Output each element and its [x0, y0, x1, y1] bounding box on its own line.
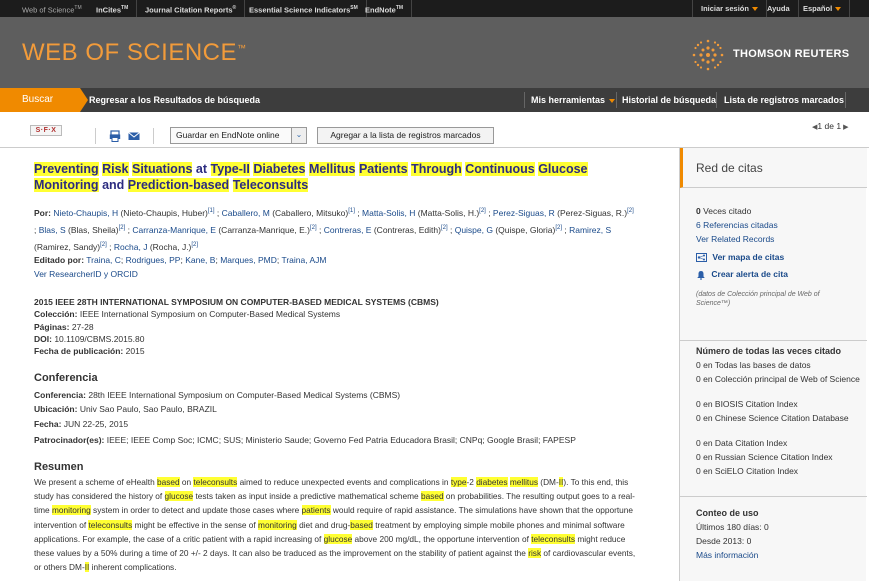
title-word: Risk — [102, 162, 129, 176]
abstract-segment: on — [179, 477, 194, 487]
jcr-label: Journal Citation Reports — [145, 5, 233, 15]
title-word: Monitoring — [34, 178, 99, 192]
related-records-text[interactable]: Ver Related Records — [696, 234, 775, 244]
toolbar-divider — [95, 128, 96, 144]
affiliation-ref-link[interactable]: [2] — [118, 224, 126, 231]
author-list: Por: Nieto-Chaupis, H (Nieto-Chaupis, Huber)[1] ; Caballero, M (Caballero, Mitsuko)[1] ; Matta-Solis, H (Matta-Solis, H.)[2] ; Perez-Siguas, R (Perez-Siguas, R.)[2] ; Blas, S (Blas, Sheila)[2] ; Carranza-Manrique, E (Carranza-Manrique, E.)[2] ; Contreras, E (Contreras, Edith)[2] ; Quispe, G (Quispe, Gloria)[2] ; Ramirez, S (Ramirez, Sandy)[2] ; Rocha, J (Rocha, J.)[2] — [34, 207, 634, 252]
editor-link[interactable]: Marques, PMD — [220, 255, 277, 265]
author-link[interactable]: Rocha, J — [113, 241, 148, 252]
help-link[interactable] — [759, 0, 799, 17]
more-info-link[interactable] — [696, 550, 861, 561]
product-link-wos[interactable] — [14, 0, 90, 17]
title-word: Mellitus — [308, 162, 356, 176]
citation-map-link[interactable] — [696, 252, 861, 263]
citation-network-sidebar — [679, 148, 866, 581]
highlighted-term: glucose — [164, 491, 194, 502]
affiliation-ref-link[interactable]: [2] — [627, 208, 634, 214]
abstract-segment: tests taken as input inside a predictive mathematical scheme — [193, 491, 421, 502]
highlighted-term: based — [350, 519, 373, 530]
author-fullname: (Blas, Sheila) — [65, 224, 119, 235]
save-to-endnote-select[interactable] — [170, 127, 307, 144]
affiliation-ref-link[interactable]: [2] — [191, 241, 199, 248]
pages-line — [34, 322, 94, 332]
record-title — [34, 161, 634, 193]
abstract-heading: Resumen — [34, 461, 84, 473]
highlighted-term: teleconsults — [193, 477, 238, 487]
author-fullname: (Rocha, J.) — [147, 241, 192, 252]
cited-references-link[interactable] — [696, 220, 861, 231]
all-times-cited-title: Número de todas las veces citado — [696, 346, 842, 356]
endnote-label: EndNote — [365, 5, 396, 15]
signin-menu[interactable] — [692, 0, 767, 17]
editor-link[interactable]: Traina, C — [86, 255, 121, 265]
wos-tm: TM — [74, 5, 82, 11]
highlighted-term: patients — [301, 505, 331, 516]
doi-value: 10.1109/CBMS.2015.80 — [54, 334, 145, 344]
highlighted-term: teleconsults — [531, 533, 576, 544]
wos-label: Web of Science — [22, 5, 75, 15]
citation-network-title: Red de citas — [696, 161, 763, 175]
abstract-segment: would require of rapid assistance. The simulations have shown that the opportune intervention of — [34, 505, 633, 530]
abstract-segment: We present a scheme of eHealth — [34, 477, 157, 487]
times-cited-label: Veces citado — [703, 206, 752, 216]
top-bar — [0, 0, 869, 17]
abstract-segment: might reduce these values by a 50% during a time of 20 +/- 2 days. It can also be traduced as the improvement on the stability of patient against the — [34, 533, 626, 559]
abstract-segment: on probabilities. The resulting output goes to a real-time — [34, 491, 635, 516]
highlighted-term: diabetes — [476, 477, 508, 487]
highlighted-term: monitoring — [51, 505, 91, 516]
editors-line — [34, 255, 327, 265]
doi-line — [34, 334, 144, 344]
email-icon[interactable] — [128, 130, 140, 142]
pagination — [812, 121, 848, 131]
pager-current: 1 — [817, 121, 823, 131]
product-link-endnote[interactable] — [357, 0, 412, 17]
date-line — [34, 419, 128, 429]
title-word: Teleconsults — [232, 178, 309, 192]
author-link[interactable]: Contreras, E — [323, 224, 372, 235]
chevron-down-icon — [752, 7, 758, 11]
citation-map-text[interactable]: Ver mapa de citas — [712, 252, 785, 262]
times-cited-count: 0 — [696, 206, 701, 216]
highlighted-term: teleconsults — [88, 519, 133, 530]
affiliation-ref-link[interactable]: [2] — [555, 224, 563, 231]
conference-label: Conferencia: — [34, 390, 86, 400]
abstract-text — [34, 475, 642, 574]
title-word: Diabetes — [253, 162, 306, 176]
esi-sm: SM — [350, 5, 358, 11]
cited-references-text[interactable]: 6 Referencias citadas — [696, 220, 778, 230]
all-times-cited-block — [680, 341, 867, 497]
sponsor-value: IEEE; IEEE Comp Soc; ICMC; SUS; Ministerio Saude; Governo Fed Patria Educadora Brasil; CNPq; Google Brasil; FAPESP — [106, 435, 576, 445]
product-link-esi[interactable] — [241, 0, 367, 17]
highlighted-term: mellitus — [509, 477, 538, 487]
title-word: Type-II — [210, 162, 250, 176]
logo-tm: ™ — [237, 43, 247, 53]
chevron-down-icon — [609, 99, 615, 103]
location-label: Ubicación: — [34, 404, 78, 414]
authors-label: Por: — [34, 207, 51, 218]
affiliation-ref-link[interactable]: [2] — [100, 241, 107, 248]
title-word: at — [195, 162, 208, 176]
times-cited-line — [696, 206, 861, 217]
thomson-reuters-logo-icon — [690, 37, 726, 73]
conference-heading: Conferencia — [34, 372, 98, 384]
abstract-segment: system in order to detect and update those cases where — [90, 505, 302, 516]
author-fullname: (Matta-Solis, H.) — [415, 207, 480, 218]
abstract-segment: aimed to reduce unexpected events and complications in — [237, 477, 451, 487]
count-rsci: 0 en Russian Science Citation Index — [696, 452, 833, 462]
my-tools-label: Mis herramientas — [531, 95, 606, 105]
toolbar-divider — [153, 128, 154, 144]
pages-label: Páginas: — [34, 322, 70, 332]
title-word: Situations — [131, 162, 193, 176]
pubdate-label: Fecha de publicación: — [34, 346, 124, 356]
title-word: Prediction-based — [127, 178, 230, 192]
abstract-segment: of cardiovascular events, or others DM- — [34, 548, 636, 573]
doi-label: DOI: — [34, 334, 52, 344]
author-fullname: (Perez-Siguas, R.) — [554, 207, 628, 218]
usage-count-block — [680, 497, 867, 581]
abstract-segment: (DM- — [538, 477, 559, 487]
author-link[interactable]: Ramirez, S — [569, 224, 612, 235]
marked-list-link[interactable]: Lista de registros marcados — [724, 95, 845, 105]
back-to-results-link[interactable]: Regresar a los Resultados de búsqueda — [89, 95, 261, 105]
author-fullname: (Quispe, Gloria) — [492, 224, 556, 235]
bell-icon — [696, 270, 706, 280]
title-word: Glucose — [538, 162, 588, 176]
record-main — [0, 148, 679, 581]
save-endnote-label: Guardar en EndNote online — [176, 130, 280, 140]
logo-text: WEB OF SCIENCE — [22, 39, 238, 66]
collection-line — [34, 309, 340, 319]
affiliation-ref-link[interactable]: [2] — [479, 208, 486, 214]
affiliation-ref-link[interactable]: [2] — [440, 224, 448, 231]
abstract-segment: above 200 mg/dL, the opportune intervention of — [352, 533, 532, 544]
highlighted-term: based — [156, 477, 180, 487]
jcr-r: ® — [232, 5, 237, 11]
author-link[interactable]: Perez-Siguas, R — [492, 207, 555, 218]
highlighted-term: glucose — [323, 533, 353, 544]
title-word: and — [102, 178, 125, 192]
my-tools-menu[interactable] — [531, 88, 615, 112]
sponsor-label: Patrocinador(es): — [34, 435, 105, 445]
count-dci: 0 en Data Citation Index — [696, 438, 788, 448]
prev-page-icon[interactable]: ◀ — [812, 124, 818, 131]
abstract-segment: treatment by employing simple mobile phones and minimal software applications. For example, the case of a critic patient with a rapid increasing of — [34, 519, 625, 544]
editor-link[interactable]: Kane, B — [185, 255, 216, 265]
author-link[interactable]: Carranza-Manrique, E — [132, 224, 216, 235]
count-biosis: 0 en BIOSIS Citation Index — [696, 399, 798, 409]
author-fullname: (Ramirez, Sandy) — [34, 241, 101, 252]
sponsor-line — [34, 435, 576, 445]
pager-total: 1 — [836, 121, 842, 131]
author-fullname: (Contreras, Edith) — [371, 224, 441, 235]
editor-links: Traina, C; Rodrigues, PP; Kane, B; Marques, PMD; Traina, AJM — [86, 255, 327, 265]
title-word: Patients — [358, 162, 408, 176]
add-to-marked-list-button[interactable]: Agregar a la lista de registros marcados — [317, 127, 494, 144]
count-scielo: 0 en SciELO Citation Index — [696, 466, 799, 476]
citation-summary — [680, 188, 867, 341]
wos-logo[interactable] — [22, 39, 247, 67]
highlighted-term: II — [558, 477, 564, 487]
editor-link[interactable]: Rodrigues, PP — [125, 255, 181, 265]
highlighted-term: II — [84, 562, 90, 573]
conference-line — [34, 390, 400, 400]
location-line — [34, 404, 217, 414]
author-link[interactable]: Blas, S — [38, 224, 66, 235]
highlighted-term: type — [450, 477, 467, 487]
affiliation-ref-link[interactable]: [2] — [310, 224, 317, 231]
title-word: Continuous — [465, 162, 535, 176]
language-menu[interactable] — [795, 0, 850, 17]
citation-network-header — [680, 148, 867, 188]
conference-value: 28th IEEE International Symposium on Computer-Based Medical Systems (CBMS) — [88, 390, 401, 400]
abstract-segment: diet and drug- — [296, 519, 351, 530]
author-fullname: (Carranza-Manrique, E.) — [215, 224, 310, 235]
author-link[interactable]: Matta-Solis, H — [362, 207, 416, 218]
editor-link[interactable]: Traina, AJM — [281, 255, 327, 265]
title-word: Through — [411, 162, 462, 176]
researcher-orcid-link[interactable]: Ver ResearcherID y ORCID — [34, 269, 138, 279]
site-header — [0, 17, 869, 88]
author-link[interactable]: Nieto-Chaupis, H — [53, 207, 119, 218]
help-label: Ayuda — [767, 4, 790, 13]
source-title: 2015 IEEE 28TH INTERNATIONAL SYMPOSIUM ON COMPUTER-BASED MEDICAL SYSTEMS (CBMS) — [34, 297, 439, 307]
next-page-icon[interactable]: ▶ — [843, 124, 849, 131]
date-value: JUN 22-25, 2015 — [63, 419, 129, 429]
esi-label: Essential Science Indicators — [249, 5, 351, 15]
search-history-link[interactable]: Historial de búsqueda — [622, 95, 717, 105]
collection-label: Colección: — [34, 309, 78, 319]
researcher-link[interactable] — [34, 269, 138, 279]
collection-value: IEEE International Symposium on Computer-Based Medical Systems — [79, 309, 341, 319]
count-wos-core: 0 en Colección principal de Web of Science — [696, 374, 860, 384]
pubdate-value: 2015 — [125, 346, 145, 356]
nav-bar — [0, 88, 869, 112]
location-value: Univ Sao Paulo, Sao Paulo, BRAZIL — [79, 404, 217, 414]
abstract-segment: -2 — [466, 477, 477, 487]
wos-data-note: (datos de Colección principal de Web of Science™) — [696, 291, 820, 307]
endnote-tm: TM — [395, 5, 404, 11]
product-link-incites[interactable] — [88, 0, 137, 17]
citation-map-icon — [696, 253, 707, 262]
chevron-down-icon — [835, 7, 841, 11]
date-label: Fecha: — [34, 419, 62, 429]
search-button[interactable]: Buscar — [0, 88, 80, 112]
nav-divider — [845, 92, 846, 108]
affiliation-ref-link[interactable]: [1] — [207, 208, 215, 214]
language-label: Español — [803, 4, 833, 13]
author-link[interactable]: Caballero, M — [221, 207, 270, 218]
pubdate-line — [34, 346, 145, 356]
usage-last-180: Últimos 180 días: 0 — [696, 522, 769, 532]
author-fullname: (Caballero, Mitsuko) — [269, 207, 349, 218]
sfx-button[interactable]: S·F·X — [30, 125, 62, 136]
highlighted-term: based — [420, 491, 444, 502]
count-cscd: 0 en Chinese Science Citation Database — [696, 413, 849, 423]
nav-divider — [616, 92, 617, 108]
incites-tm: TM — [121, 5, 129, 11]
citation-alert-link[interactable] — [696, 269, 861, 280]
count-all-databases: 0 en Todas las bases de datos — [696, 360, 811, 370]
editors-label: Editado por: — [34, 255, 85, 265]
citation-alert-text[interactable]: Crear alerta de cita — [711, 269, 788, 279]
highlighted-term: monitoring — [258, 519, 297, 530]
usage-count-title: Conteo de uso — [696, 508, 759, 518]
author-link[interactable]: Quispe, G — [454, 224, 493, 235]
abstract-segment: ). To this end, this study has considered the history of — [34, 477, 629, 502]
nav-divider — [716, 92, 717, 108]
more-info-text[interactable]: Más información — [696, 550, 759, 560]
related-records-link[interactable] — [696, 234, 861, 245]
signin-label: Iniciar sesión — [701, 4, 749, 13]
record-toolbar — [0, 112, 869, 148]
abstract-segment: inherent complications. — [89, 562, 177, 573]
chevron-down-icon[interactable]: ⌄ — [291, 128, 306, 143]
abstract-segment: might be effective in the sense of — [132, 519, 259, 530]
incites-label: InCites — [96, 5, 122, 15]
usage-since-2013: Desde 2013: 0 — [696, 536, 752, 546]
thomson-reuters-brand: THOMSON REUTERS — [733, 48, 850, 60]
highlighted-term: risk — [528, 548, 542, 559]
affiliation-ref-link[interactable]: [1] — [348, 208, 355, 214]
pages-value: 27-28 — [71, 322, 94, 332]
pager-of: de — [824, 121, 834, 131]
author-fullname: (Nieto-Chaupis, Huber) — [118, 207, 208, 218]
print-icon[interactable] — [109, 130, 121, 142]
product-link-jcr[interactable] — [137, 0, 245, 17]
nav-divider — [524, 92, 525, 108]
title-word: Preventing — [34, 162, 99, 176]
